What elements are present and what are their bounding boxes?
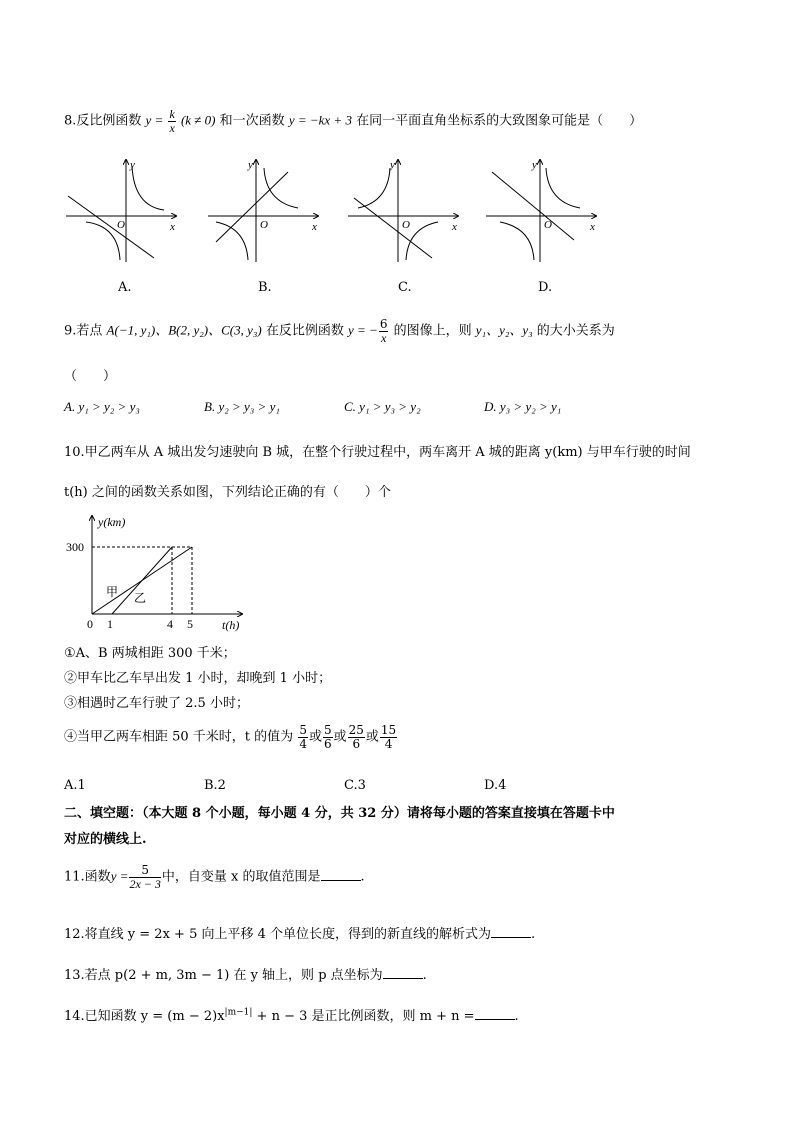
q12-answer-blank[interactable] bbox=[491, 926, 531, 938]
q8-graph-c bbox=[344, 158, 464, 266]
q9-option-b[interactable]: B. y₂ > y₃ > y₁ bbox=[204, 399, 280, 414]
q9-option-d[interactable]: D. y₃ > y₂ > y₁ bbox=[484, 399, 562, 414]
svg-text:y: y bbox=[532, 159, 537, 171]
q8-graph-a bbox=[62, 158, 182, 266]
q10-graph bbox=[62, 510, 252, 632]
svg-text:x: x bbox=[312, 221, 317, 233]
q12: 12.将直线 y = 2x + 5 向上平移 4 个单位长度，得到的新直线的解析式为 . bbox=[64, 927, 536, 942]
svg-text:O: O bbox=[117, 219, 125, 231]
q13: 13.若点 p(2 + m, 3m − 1) 在 y 轴上，则 p 点坐标为 . bbox=[64, 968, 427, 983]
svg-text:甲: 甲 bbox=[106, 585, 119, 599]
svg-text:O: O bbox=[402, 219, 410, 231]
q8-option-b[interactable]: B. bbox=[258, 280, 272, 295]
q9-option-a[interactable]: A. y₁ > y₂ > y₃ bbox=[64, 399, 140, 414]
q10-option-d[interactable]: D.4 bbox=[484, 778, 507, 793]
q8-graph-b bbox=[204, 158, 324, 266]
q8-graph-d bbox=[482, 158, 602, 266]
q8-stem: 8.反比例函数 y = $\frac{k}{x}$ (k ≠ 0) 和一次函数 y = −kx + 3 在同一平面直角坐标系的大致图象可能是（ ） bbox=[64, 107, 643, 135]
q10-option-a[interactable]: A.1 bbox=[64, 778, 86, 793]
q11-answer-blank[interactable] bbox=[321, 869, 361, 881]
q9-fraction: $\frac{6}{x}$ bbox=[379, 317, 388, 345]
svg-text:x: x bbox=[452, 221, 457, 233]
section2-heading-line2: 对应的横线上. bbox=[64, 832, 147, 847]
q10-statement-1: ①A、B 两城相距 300 千米； bbox=[64, 646, 236, 661]
q9-stem: 9.若点 A(−1, y₁)、B(2, y₂)、C(3, y₃) 在反比例函数 y = − $\frac{6}{x}$ 的图像上，则 y₁、y₂、y₃ 的大小关系为 bbox=[64, 317, 615, 345]
q10-line2: t(h) 之间的函数关系如图，下列结论正确的有（ ）个 bbox=[64, 485, 391, 500]
svg-text:乙: 乙 bbox=[134, 591, 147, 605]
svg-text:t(h): t(h) bbox=[222, 618, 240, 632]
q10-statement-4: ④当甲乙两车相距 50 千米时，t 的值为 $\frac{5}{4}$ 或 $\frac{5}{6}$ 或 $\frac{25}{6}$ 或 $\frac{15}{4}$ bbox=[64, 723, 397, 751]
svg-text:y: y bbox=[130, 159, 135, 171]
q13-answer-blank[interactable] bbox=[383, 967, 423, 979]
q9-paren: （ ） bbox=[64, 369, 117, 384]
svg-text:y: y bbox=[248, 159, 253, 171]
q8-option-a[interactable]: A. bbox=[118, 280, 132, 295]
q8-fraction: $\frac{k}{x}$ bbox=[169, 107, 175, 135]
svg-text:x: x bbox=[170, 221, 175, 233]
q11: 11.函数y = $\frac{5}{2x - 3}$ 中，自变量 x 的取值范围是 . bbox=[64, 863, 365, 891]
svg-text:0: 0 bbox=[87, 617, 93, 631]
svg-text:4: 4 bbox=[167, 617, 173, 631]
svg-text:y: y bbox=[390, 159, 395, 171]
q14-answer-blank[interactable] bbox=[475, 1008, 515, 1020]
q9-option-c[interactable]: C. y₁ > y₃ > y₂ bbox=[344, 399, 421, 414]
svg-text:y(km): y(km) bbox=[98, 515, 126, 529]
svg-text:1: 1 bbox=[107, 617, 113, 631]
q10-option-c[interactable]: C.3 bbox=[344, 778, 366, 793]
svg-text:300: 300 bbox=[66, 540, 84, 554]
svg-text:5: 5 bbox=[187, 617, 193, 631]
svg-text:O: O bbox=[544, 219, 552, 231]
q10-option-b[interactable]: B.2 bbox=[204, 778, 226, 793]
q8-option-c[interactable]: C. bbox=[398, 280, 412, 295]
q10-statement-3: ③相遇时乙车行驶了 2.5 小时； bbox=[64, 696, 249, 711]
q8-option-d[interactable]: D. bbox=[538, 280, 553, 295]
q10-line1: 10.甲乙两车从 A 城出发匀速驶向 B 城，在整个行驶过程中，两车离开 A 城的距离 y(km) 与甲车行驶的时间 bbox=[64, 445, 691, 460]
section2-heading: 二、填空题：（本大题 8 个小题，每小题 4 分，共 32 分）请将每小题的答案直接填在答题卡中 bbox=[64, 806, 615, 821]
svg-text:O: O bbox=[260, 219, 268, 231]
q10-statement-2: ②甲车比乙车早出发 1 小时，却晚到 1 小时； bbox=[64, 671, 332, 686]
svg-text:x: x bbox=[590, 221, 595, 233]
q14: 14.已知函数 $y = (m - 2)x^{|m-1|} + n - 3$ 是正比例函数，则 m + n = . bbox=[64, 1007, 519, 1024]
